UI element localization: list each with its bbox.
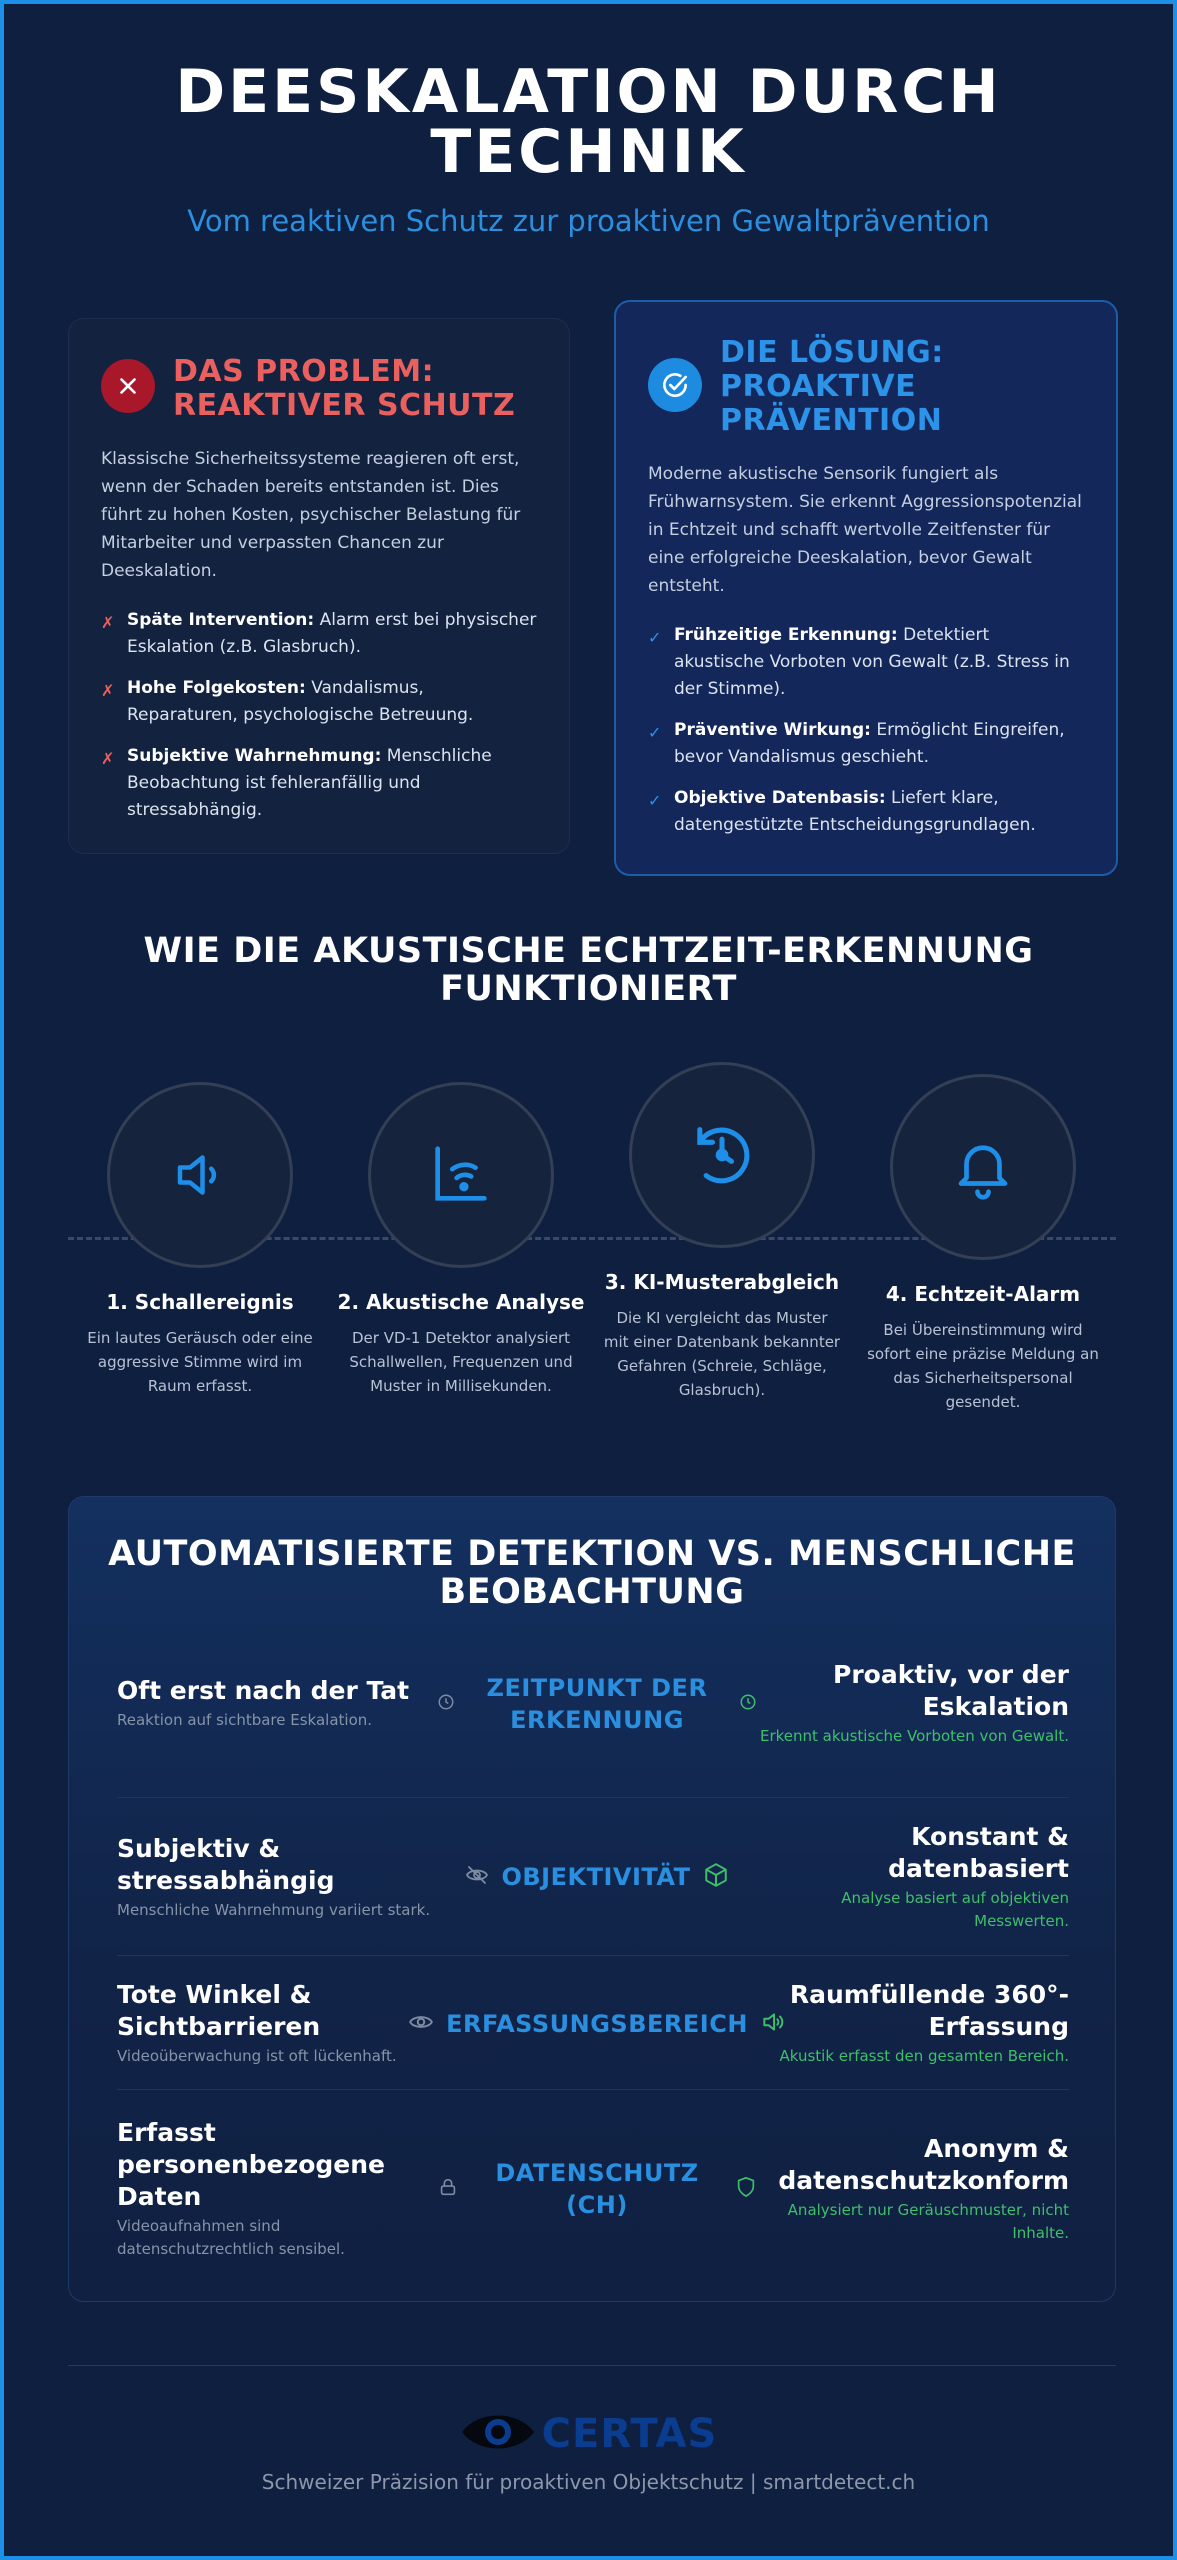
lock-icon (437, 2176, 459, 2202)
comparison-panel (68, 1496, 1116, 2302)
tech-value: Proaktiv, vor der Eskalation (833, 1660, 1069, 1721)
criterion-label: ERFASSUNGSBEREICH (446, 2009, 748, 2038)
point-text: Ermöglicht Eingreifen, bevor Vandalismus geschieht. (674, 720, 1065, 767)
comparison-row (117, 1821, 1069, 1933)
human-value: Subjektiv & stressabhängig (117, 1833, 335, 1895)
human-value: Erfasst personenbezogene Daten (117, 2118, 385, 2211)
hero (4, 4, 1173, 238)
page-title: DEESKALATION DURCH TECHNIK (175, 57, 1002, 187)
row-divider (117, 2089, 1069, 2090)
tech-note: Akustik erfasst den gesamten Bereich. (779, 2047, 1069, 2065)
check-mark-icon: ✓ (648, 723, 662, 742)
step-title: 1. Schallereignis (106, 1290, 294, 1314)
point-label: Präventive Wirkung: (674, 720, 871, 740)
problem-solution-section (68, 300, 1118, 876)
problem-title-line1: DAS PROBLEM: (173, 354, 435, 389)
cross-mark-icon: ✗ (101, 749, 115, 768)
comparison-title: AUTOMATISIERTE DETEKTION VS. MENSCHLICHE BEOBACHTUNG (108, 1534, 1076, 1612)
step-text: Ein lautes Geräusch oder eine aggressive Stimme wird im Raum erfasst. (87, 1329, 313, 1395)
solution-point (648, 785, 1084, 839)
step-text: Der VD-1 Detektor analysiert Schallwellen, Frequenzen und Muster in Millisekunden. (349, 1329, 573, 1395)
point-label: Hohe Folgekosten: (127, 678, 306, 698)
cube-icon (703, 1862, 729, 1892)
solution-title-line3: PRÄVENTION (720, 403, 943, 438)
human-note: Menschliche Wahrnehmung variiert stark. (117, 1900, 431, 1919)
point-text: Liefert klare, datengestützte Entscheidungsgrundlagen. (674, 788, 1036, 835)
step-3 (592, 1062, 852, 1402)
step-2 (331, 1082, 591, 1398)
check-mark-icon: ✓ (648, 628, 662, 647)
check-circle-icon (648, 358, 702, 412)
brand-logo (4, 2410, 1173, 2458)
solution-card (614, 300, 1118, 876)
point-label: Objektive Datenbasis: (674, 788, 886, 808)
signal-chart-icon (368, 1082, 554, 1268)
eye-icon (408, 2009, 434, 2039)
point-label: Subjektive Wahrnehmung: (127, 746, 382, 766)
footer-divider (68, 2365, 1116, 2366)
solution-point (648, 717, 1084, 771)
tech-note: Analysiert nur Geräuschmuster, nicht Inhalte. (787, 2201, 1069, 2242)
point-text: Vandalismus, Reparaturen, psychologische Betreuung. (127, 678, 474, 725)
solution-text: Moderne akustische Sensorik fungiert als Frühwarnsystem. Sie erkennt Aggressionspotenzial in Echtzeit und schafft wertvolle Zeitfenster für eine erfolgreiche Deeskalation, bevor Gewalt entsteht. (648, 464, 1082, 596)
problem-points (101, 607, 537, 824)
step-text: Bei Übereinstimmung wird sofort eine präzise Meldung an das Sicherheitspersonal gesendet. (867, 1321, 1099, 1411)
point-label: Frühzeitige Erkennung: (674, 625, 898, 645)
bell-icon (890, 1074, 1076, 1260)
comparison-row (117, 1659, 1069, 1748)
tech-value: Konstant & datenbasiert (888, 1822, 1069, 1883)
human-value: Tote Winkel & Sichtbarrieren (117, 1980, 321, 2041)
eye-off-icon (465, 1863, 489, 1891)
solution-point (648, 622, 1084, 703)
check-mark-icon: ✓ (648, 791, 662, 810)
step-text: Die KI vergleicht das Muster mit einer Datenbank bekannter Gefahren (Schreie, Schläge, Glasbruch). (603, 1309, 841, 1399)
problem-card (68, 318, 570, 854)
close-icon (101, 359, 155, 413)
how-it-works-title: WIE DIE AKUSTISCHE ECHTZEIT-ERKENNUNG FUNKTIONIERT (143, 931, 1034, 1009)
solution-title-line1: DIE LÖSUNG: (720, 335, 944, 370)
solution-title-line2: PROAKTIVE (720, 369, 917, 404)
problem-point (101, 743, 537, 824)
tech-note: Erkennt akustische Vorboten von Gewalt. (759, 1727, 1069, 1745)
point-text: Menschliche Beobachtung ist fehleranfällig und stressabhängig. (127, 746, 492, 820)
step-title: 2. Akustische Analyse (337, 1290, 585, 1314)
footer-tagline: Schweizer Präzision für proaktiven Objektschutz | smartdetect.ch (261, 2470, 916, 2494)
point-text: Alarm erst bei physischer Eskalation (z.B. Glasbruch). (127, 610, 537, 657)
criterion-label: ZEITPUNKT DER ERKENNUNG (486, 1673, 708, 1734)
problem-title-line2: REAKTIVER SCHUTZ (173, 388, 516, 423)
cross-mark-icon: ✗ (101, 681, 115, 700)
speaker-icon (107, 1082, 293, 1268)
row-divider (117, 1797, 1069, 1798)
point-text: Detektiert akustische Vorboten von Gewalt (z.B. Stress in der Stimme). (674, 625, 1070, 699)
step-1 (70, 1082, 330, 1398)
tech-value: Raumfüllende 360°-Erfassung (789, 1980, 1069, 2041)
page-subtitle: Vom reaktiven Schutz zur proaktiven Gewaltprävention (187, 204, 990, 238)
human-note: Videoaufnahmen sind datenschutzrechtlich sensibel. (117, 2217, 345, 2258)
shield-icon (735, 2176, 757, 2202)
row-divider (117, 1955, 1069, 1956)
tech-note: Analyse basiert auf objektiven Messwerten. (841, 1889, 1069, 1930)
criterion-label: OBJEKTIVITÄT (501, 1863, 691, 1891)
step-title: 3. KI-Musterabgleich (604, 1270, 840, 1294)
eye-logo-icon (460, 2410, 536, 2458)
comparison-row (117, 2117, 1069, 2261)
human-value: Oft erst nach der Tat (117, 1676, 410, 1705)
criterion-label: DATENSCHUTZ (CH) (495, 2159, 699, 2219)
human-note: Reaktion auf sichtbare Eskalation. (117, 1711, 373, 1729)
tech-value: Anonym & datenschutzkonform (778, 2134, 1069, 2195)
step-title: 4. Echtzeit-Alarm (885, 1282, 1081, 1306)
clock-refresh-icon (629, 1062, 815, 1248)
comparison-row (117, 1979, 1069, 2068)
solution-points (648, 622, 1084, 839)
problem-point (101, 607, 537, 661)
brand-name: CERTAS (541, 2411, 718, 2457)
cross-mark-icon: ✗ (101, 613, 115, 632)
point-label: Späte Intervention: (127, 610, 315, 630)
problem-text: Klassische Sicherheitssysteme reagieren oft erst, wenn der Schaden bereits entstanden ist. Dies führt zu hohen Kosten, psychischer Belastung für Mitarbeiter und verpassten Chancen zur Deeskalation. (101, 449, 521, 581)
clock-icon (739, 1693, 757, 1715)
step-4 (853, 1074, 1113, 1414)
problem-point (101, 675, 537, 729)
clock-icon (437, 1693, 455, 1715)
human-note: Videoüberwachung ist oft lückenhaft. (117, 2047, 397, 2065)
